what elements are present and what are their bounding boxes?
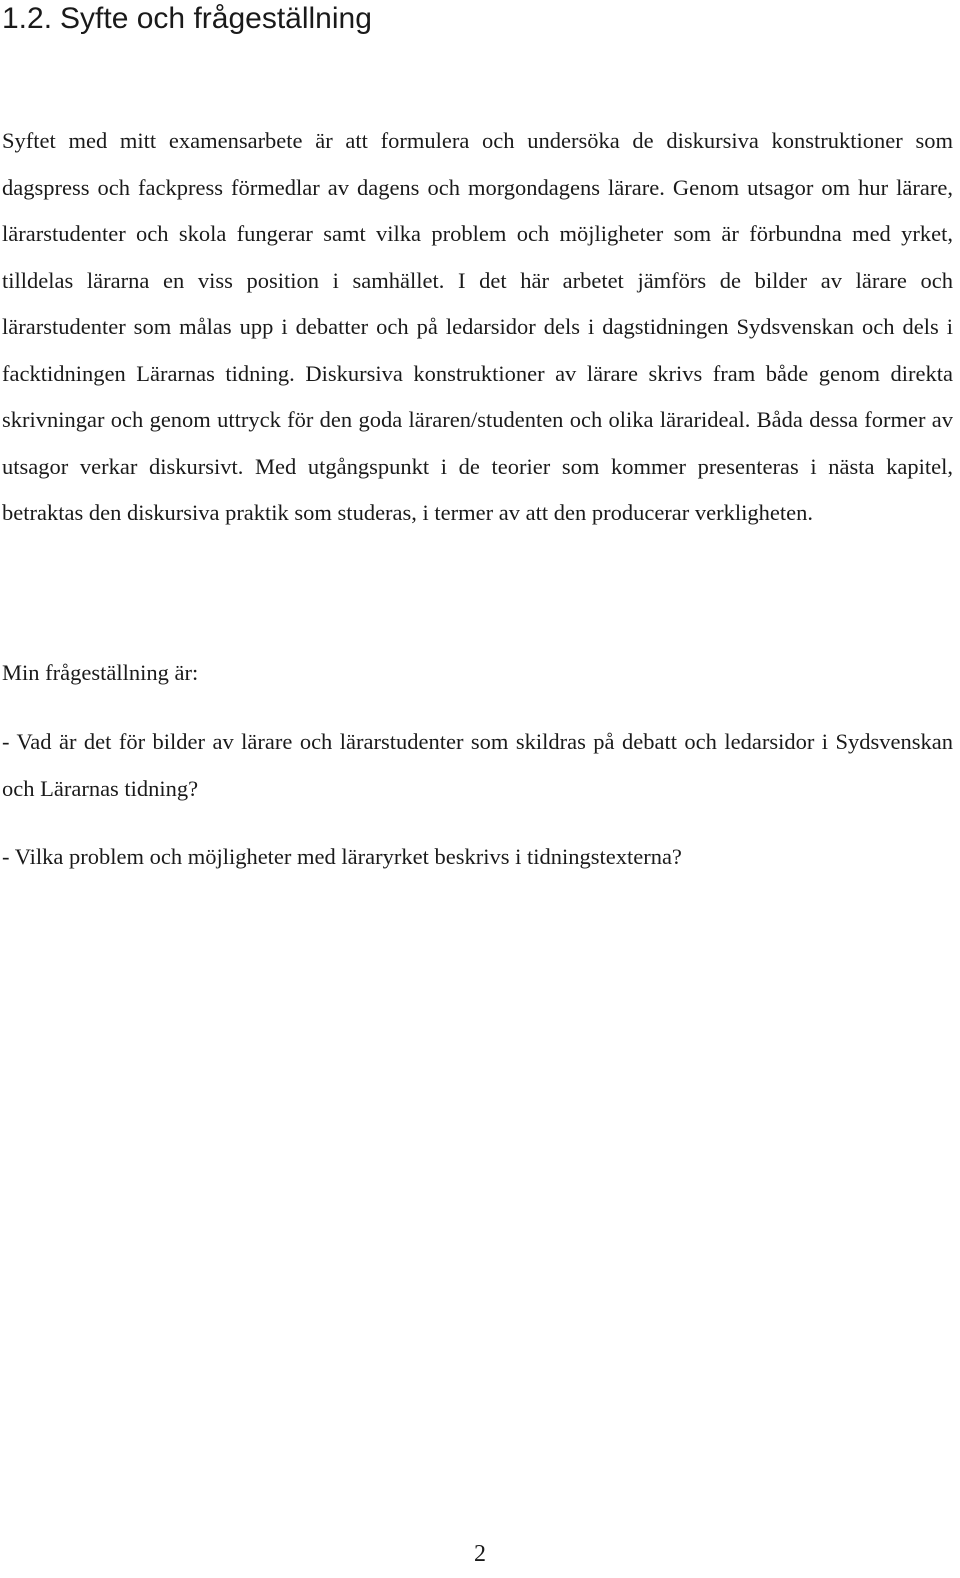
section-number: 1.2.	[2, 2, 53, 35]
section-heading	[2, 0, 372, 38]
research-question-1: - Vad är det för bilder av lärare och lärarstudenter som skildras på debatt och ledarsidor i Sydsvenskan och Lärarnas tidning?	[2, 729, 953, 801]
research-question-2: - Vilka problem och möjligheter med läraryrket beskrivs i tidningstexterna?	[2, 844, 682, 869]
intro-paragraph: Syftet med mitt examensarbete är att formulera och undersöka de diskursiva konstruktioner som dagspress och fackpress förmedlar av dagens och morgondagens lärare. Genom utsagor om hur lärare, lärarstudenter och skola fungerar samt vilka problem och möjligheter som är förbundna med yrket, tilldelas lärarna en viss position i samhället. I det här arbetet jämförs de bilder av lärare och lärarstudenter som målas upp i debatter och på ledarsidor dels i dagstidningen Sydsvenskan och dels i facktidningen Lärarnas tidning. Diskursiva konstruktioner av lärare skrivs fram både genom direkta skrivningar och genom uttryck för den goda läraren/studenten och olika lärarideal. Båda dessa former av utsagor verkar diskursivt. Med utgångspunkt i de teorier som kommer presenteras i nästa kapitel, betraktas den diskursiva praktik som studeras, i termer av att den producerar verkligheten.	[2, 128, 953, 525]
section-title: Syfte och frågeställning	[60, 2, 372, 35]
page-number: 2	[474, 1541, 486, 1567]
questions-label: Min frågeställning är:	[2, 660, 199, 685]
